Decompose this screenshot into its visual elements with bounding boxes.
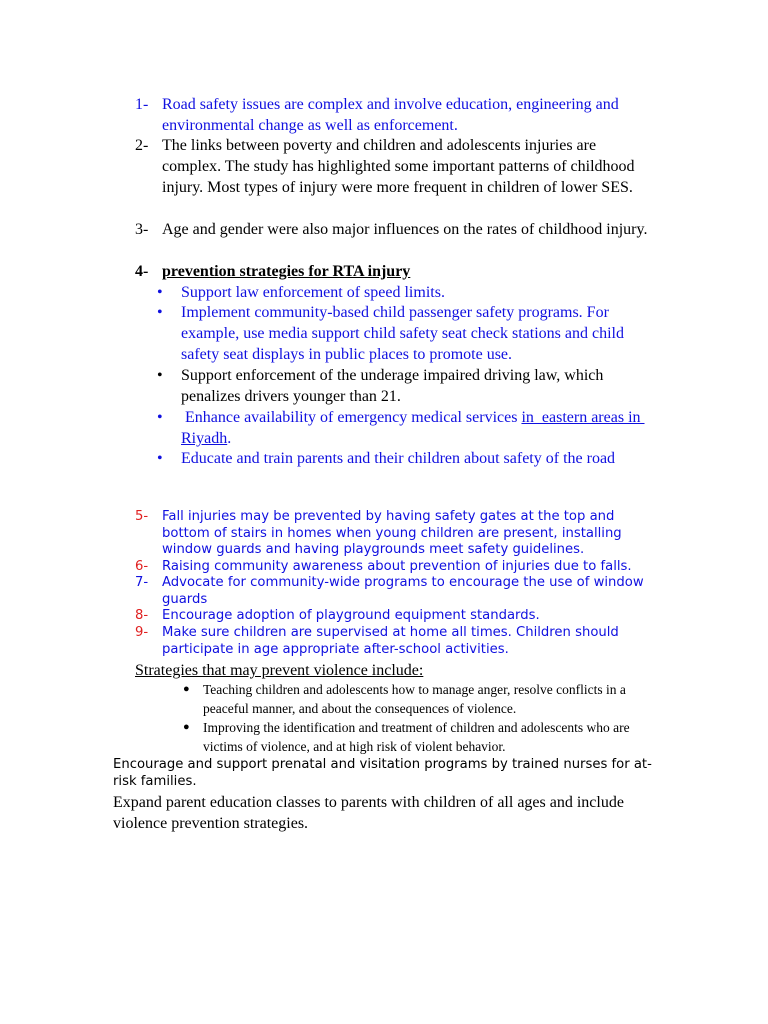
violence-heading: Strategies that may prevent violence include: (135, 662, 424, 679)
bullet-icon: • (157, 284, 163, 301)
item-text: The links between poverty and children and adolescents injuries are complex. The study has highlighted some important patterns of childhood injury. Most types of injury were more frequent in children of lower SES. (162, 137, 635, 196)
list-item-4 (135, 261, 655, 282)
item-number: 6- (135, 559, 149, 574)
violence-bullet-2 (183, 718, 653, 756)
bullet-text: Educate and train parents and their children about safety of the road (181, 450, 616, 467)
violence-bullet-1 (183, 680, 653, 718)
item-number: 5- (135, 509, 149, 524)
list-item-2 (135, 135, 655, 198)
prenatal-paragraph: Encourage and support prenatal and visitation programs by trained nurses for at-risk families. (113, 757, 652, 789)
item-text: Make sure children are supervised at home all times. Children should participate in age appropriate after-school activities. (162, 625, 619, 657)
section-heading-rta: prevention strategies for RTA injury (162, 263, 411, 280)
item-number: 7- (135, 575, 149, 590)
item-text: Road safety issues are complex and involve education, engineering and environmental change as well as enforcement. (162, 96, 619, 134)
bullet-text: Support enforcement of the underage impaired driving law, which penalizes drivers younger than 21. (181, 367, 604, 405)
bullet-text: Implement community-based child passenger safety programs. For example, use media support child safety seat check stations and child safety seat displays in public places to promote use. (181, 304, 624, 363)
bullet-text: Support law enforcement of speed limits. (181, 284, 445, 301)
riyadh-link[interactable]: in eastern areas in Riyadh (181, 409, 645, 447)
item-number: 9- (135, 625, 149, 640)
item-text: Raising community awareness about prevention of injuries due to falls. (162, 559, 632, 574)
rta-bullet-1 (157, 282, 657, 303)
item-number: 8- (135, 608, 149, 623)
item-text: Age and gender were also major influences on the rates of childhood injury. (162, 221, 648, 238)
rta-bullet-5 (157, 448, 657, 469)
bullet-text: Improving the identification and treatment of children and adolescents who are victims of violence, and at high risk of violent behavior. (203, 720, 630, 754)
rta-bullet-3 (157, 365, 657, 407)
bullet-icon: • (157, 304, 163, 321)
fall-item-5 (135, 509, 655, 559)
bullet-icon: ● (183, 721, 190, 733)
bullet-icon: ● (183, 683, 190, 695)
item-text: Advocate for community-wide programs to encourage the use of window guards (162, 575, 644, 607)
bullet-icon: • (157, 367, 163, 384)
bullet-text: Enhance availability of emergency medical services (181, 409, 522, 426)
bullet-text: Teaching children and adolescents how to manage anger, resolve conflicts in a peaceful manner, and about the consequences of violence. (203, 682, 626, 716)
list-item-3 (135, 219, 655, 240)
item-number: 1- (135, 96, 149, 113)
list-item-1 (135, 94, 655, 136)
rta-bullet-2 (157, 302, 657, 365)
fall-item-8 (135, 608, 655, 625)
item-text: Fall injuries may be prevented by having safety gates at the top and bottom of stairs in homes when young children are present, installing window guards and having playgrounds meet safety guidelines. (162, 509, 622, 558)
rta-bullet-4 (157, 407, 657, 449)
bullet-icon: • (157, 450, 163, 467)
item-number: 2- (135, 137, 149, 154)
fall-item-9 (135, 625, 655, 658)
item-number: 4- (135, 263, 149, 280)
fall-item-7 (135, 575, 655, 608)
fall-item-6 (135, 559, 655, 576)
parent-education-paragraph: Expand parent education classes to parents with children of all ages and include violence prevention strategies. (113, 794, 624, 832)
bullet-suffix: . (227, 430, 232, 447)
item-text: Encourage adoption of playground equipment standards. (162, 608, 540, 623)
item-number: 3- (135, 221, 149, 238)
bullet-icon: • (157, 409, 163, 426)
